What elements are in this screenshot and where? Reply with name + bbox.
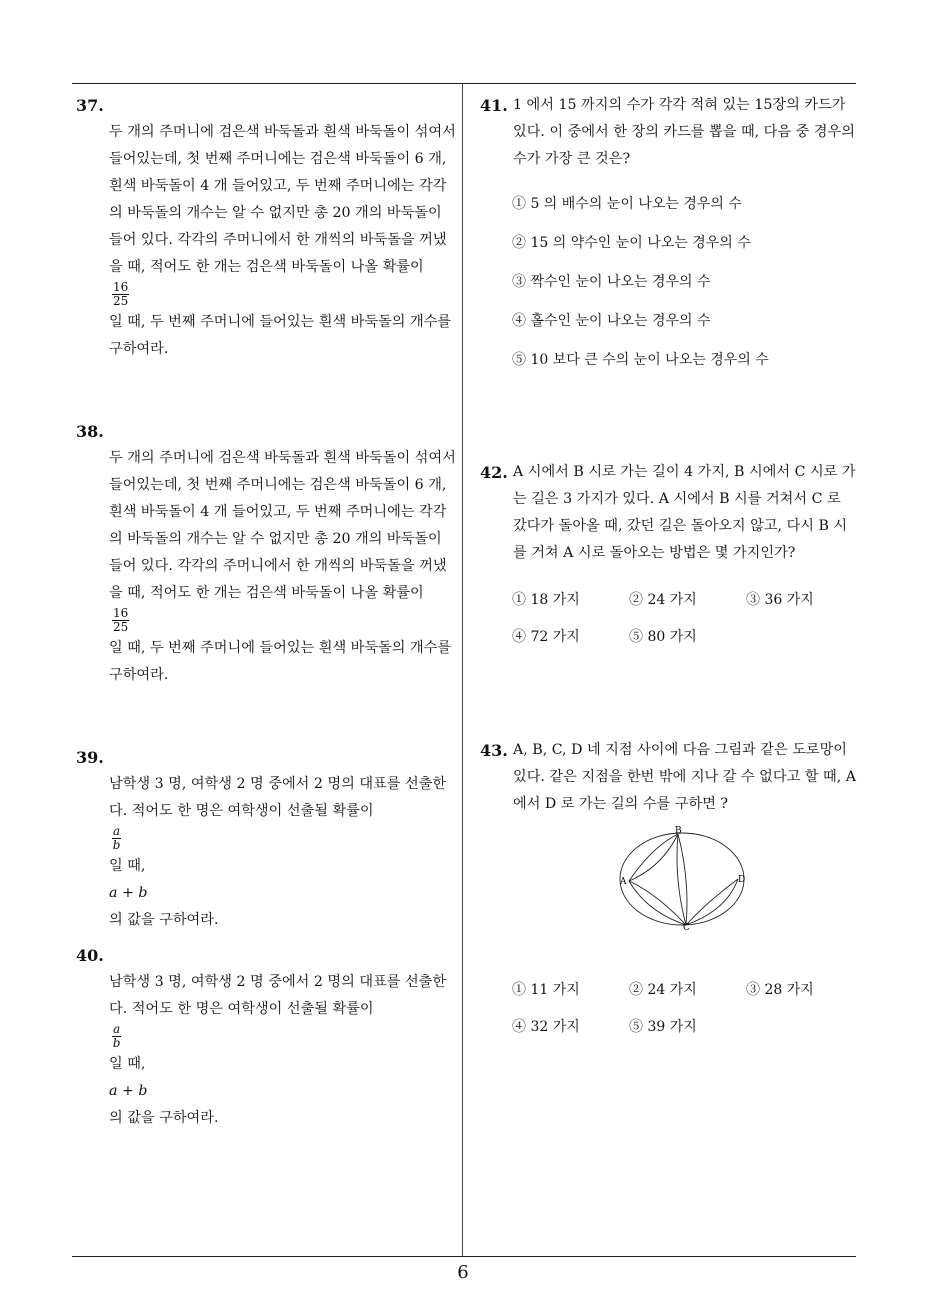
question-42 <box>480 459 858 567</box>
fraction <box>112 607 129 634</box>
question-40 <box>76 942 458 1132</box>
option-3[interactable]: ③ 짝수인 눈이 나오는 경우의 수 <box>512 274 711 290</box>
column-divider <box>462 84 463 1256</box>
node-label-a: A <box>620 877 627 887</box>
fraction-numerator: a <box>113 824 121 838</box>
fraction-numerator: a <box>113 1022 121 1036</box>
option-4[interactable]: ④ 홀수인 눈이 나오는 경우의 수 <box>512 313 711 329</box>
math-expression: a + b <box>109 884 148 901</box>
node-label-d: D <box>738 875 746 885</box>
option-5[interactable]: ⑤ 80 가지 <box>629 629 697 645</box>
question-text-a: 남학생 3 명, 여학생 2 명 중에서 2 명의 대표를 선출한다. 적어도 한 명은 여학생이 선출될 확률이 <box>109 776 447 819</box>
fraction <box>112 1023 121 1050</box>
question-text-b: 일 때, <box>109 857 146 874</box>
question-text-b: 일 때, 두 번째 주머니에 들어있는 흰색 바둑돌의 개수를 구하여라. <box>109 639 452 683</box>
question-text-a: 두 개의 주머니에 검은색 바둑돌과 흰색 바둑돌이 섞여서 들어있는데, 첫 번째 주머니에는 검은색 바둑돌이 6 개, 흰색 바둑돌이 4 개 들어있고, 두 번째 주머니에는 각각의 바둑돌의 개수는 알 수 없지만 총 20 개의 바둑돌이 들어 있다. 각각의 주머니에서 한 개씩의 바둑돌을 꺼냈을 때, 적어도 한 개는 검은색 바둑돌이 나올 확률이 <box>109 450 456 601</box>
option-1[interactable]: ① 5 의 배수의 눈이 나오는 경우의 수 <box>512 196 742 212</box>
fraction-denominator: b <box>112 1036 121 1050</box>
question-number: 41. <box>480 96 508 115</box>
question-39 <box>76 744 458 934</box>
question-text <box>109 418 458 689</box>
question-text <box>109 942 458 1132</box>
node-label-b: B <box>675 826 682 836</box>
question-43 <box>480 737 858 818</box>
fraction-numerator: 16 <box>113 280 129 294</box>
question-number: 37. <box>76 96 104 115</box>
question-text: 1 에서 15 까지의 수가 각각 적혀 있는 15장의 카드가 있다. 이 중에서 한 장의 카드를 뽑을 때, 다음 중 경우의 수가 가장 큰 것은? <box>513 97 855 167</box>
option-2[interactable]: ② 15 의 약수인 눈이 나오는 경우의 수 <box>512 235 751 251</box>
option-2[interactable]: ② 24 가지 <box>629 982 697 998</box>
question-text-d: 의 값을 구하여라. <box>109 1109 219 1126</box>
option-4[interactable]: ④ 72 가지 <box>512 629 580 645</box>
question-38 <box>76 418 458 689</box>
question-number: 40. <box>76 946 104 965</box>
question-text-b: 일 때, <box>109 1055 146 1072</box>
question-text-a: 남학생 3 명, 여학생 2 명 중에서 2 명의 대표를 선출한다. 적어도 한 명은 여학생이 선출될 확률이 <box>109 974 447 1017</box>
question-37 <box>76 92 458 363</box>
question-number: 42. <box>480 463 508 482</box>
question-text: A 시에서 B 시로 가는 길이 4 가지, B 시에서 C 시로 가는 길은 3 가지가 있다. A 시에서 B 시를 거쳐서 C 로 갔다가 돌아올 때, 갔던 길은 돌아오지 않고, 다시 B 시를 거쳐 A 시로 돌아오는 방법은 몇 가지인가? <box>513 464 856 561</box>
option-5[interactable]: ⑤ 10 보다 큰 수의 눈이 나오는 경우의 수 <box>512 352 769 368</box>
option-1[interactable]: ① 11 가지 <box>512 982 580 998</box>
option-4[interactable]: ④ 32 가지 <box>512 1019 580 1035</box>
option-3[interactable]: ③ 36 가지 <box>746 592 814 608</box>
question-number: 38. <box>76 422 104 441</box>
question-text-a: 두 개의 주머니에 검은색 바둑돌과 흰색 바둑돌이 섞여서 들어있는데, 첫 번째 주머니에는 검은색 바둑돌이 6 개, 흰색 바둑돌이 4 개 들어있고, 두 번째 주머니에는 각각의 바둑돌의 개수는 알 수 없지만 총 20 개의 바둑돌이 들어 있다. 각각의 주머니에서 한 개씩의 바둑돌을 꺼냈을 때, 적어도 한 개는 검은색 바둑돌이 나올 확률이 <box>109 124 456 275</box>
math-expression: a + b <box>109 1082 148 1099</box>
fraction <box>112 281 129 308</box>
option-2[interactable]: ② 24 가지 <box>629 592 697 608</box>
question-number: 43. <box>480 741 508 760</box>
road-network-diagram <box>612 822 752 932</box>
option-1[interactable]: ① 18 가지 <box>512 592 580 608</box>
option-3[interactable]: ③ 28 가지 <box>746 982 814 998</box>
question-text: A, B, C, D 네 지점 사이에 다음 그림과 같은 도로망이 있다. 같은 지점을 한번 밖에 지나 갈 수 없다고 할 때, A 에서 D 로 가는 길의 수를 구하면 ? <box>513 742 856 812</box>
question-text <box>109 744 458 934</box>
node-label-c: C <box>683 923 690 932</box>
top-rule <box>72 83 856 84</box>
fraction-numerator: 16 <box>113 606 129 620</box>
question-text <box>109 92 458 363</box>
page-number: 6 <box>457 1262 469 1283</box>
fraction <box>112 825 121 852</box>
fraction-denominator: 25 <box>113 620 129 634</box>
question-41 <box>480 92 858 173</box>
question-number: 39. <box>76 748 104 767</box>
fraction-denominator: 25 <box>113 294 129 308</box>
question-text-b: 일 때, 두 번째 주머니에 들어있는 흰색 바둑돌의 개수를 구하여라. <box>109 313 452 357</box>
question-text-d: 의 값을 구하여라. <box>109 911 219 928</box>
option-5[interactable]: ⑤ 39 가지 <box>629 1019 697 1035</box>
bottom-rule <box>72 1256 856 1257</box>
fraction-denominator: b <box>112 838 121 852</box>
